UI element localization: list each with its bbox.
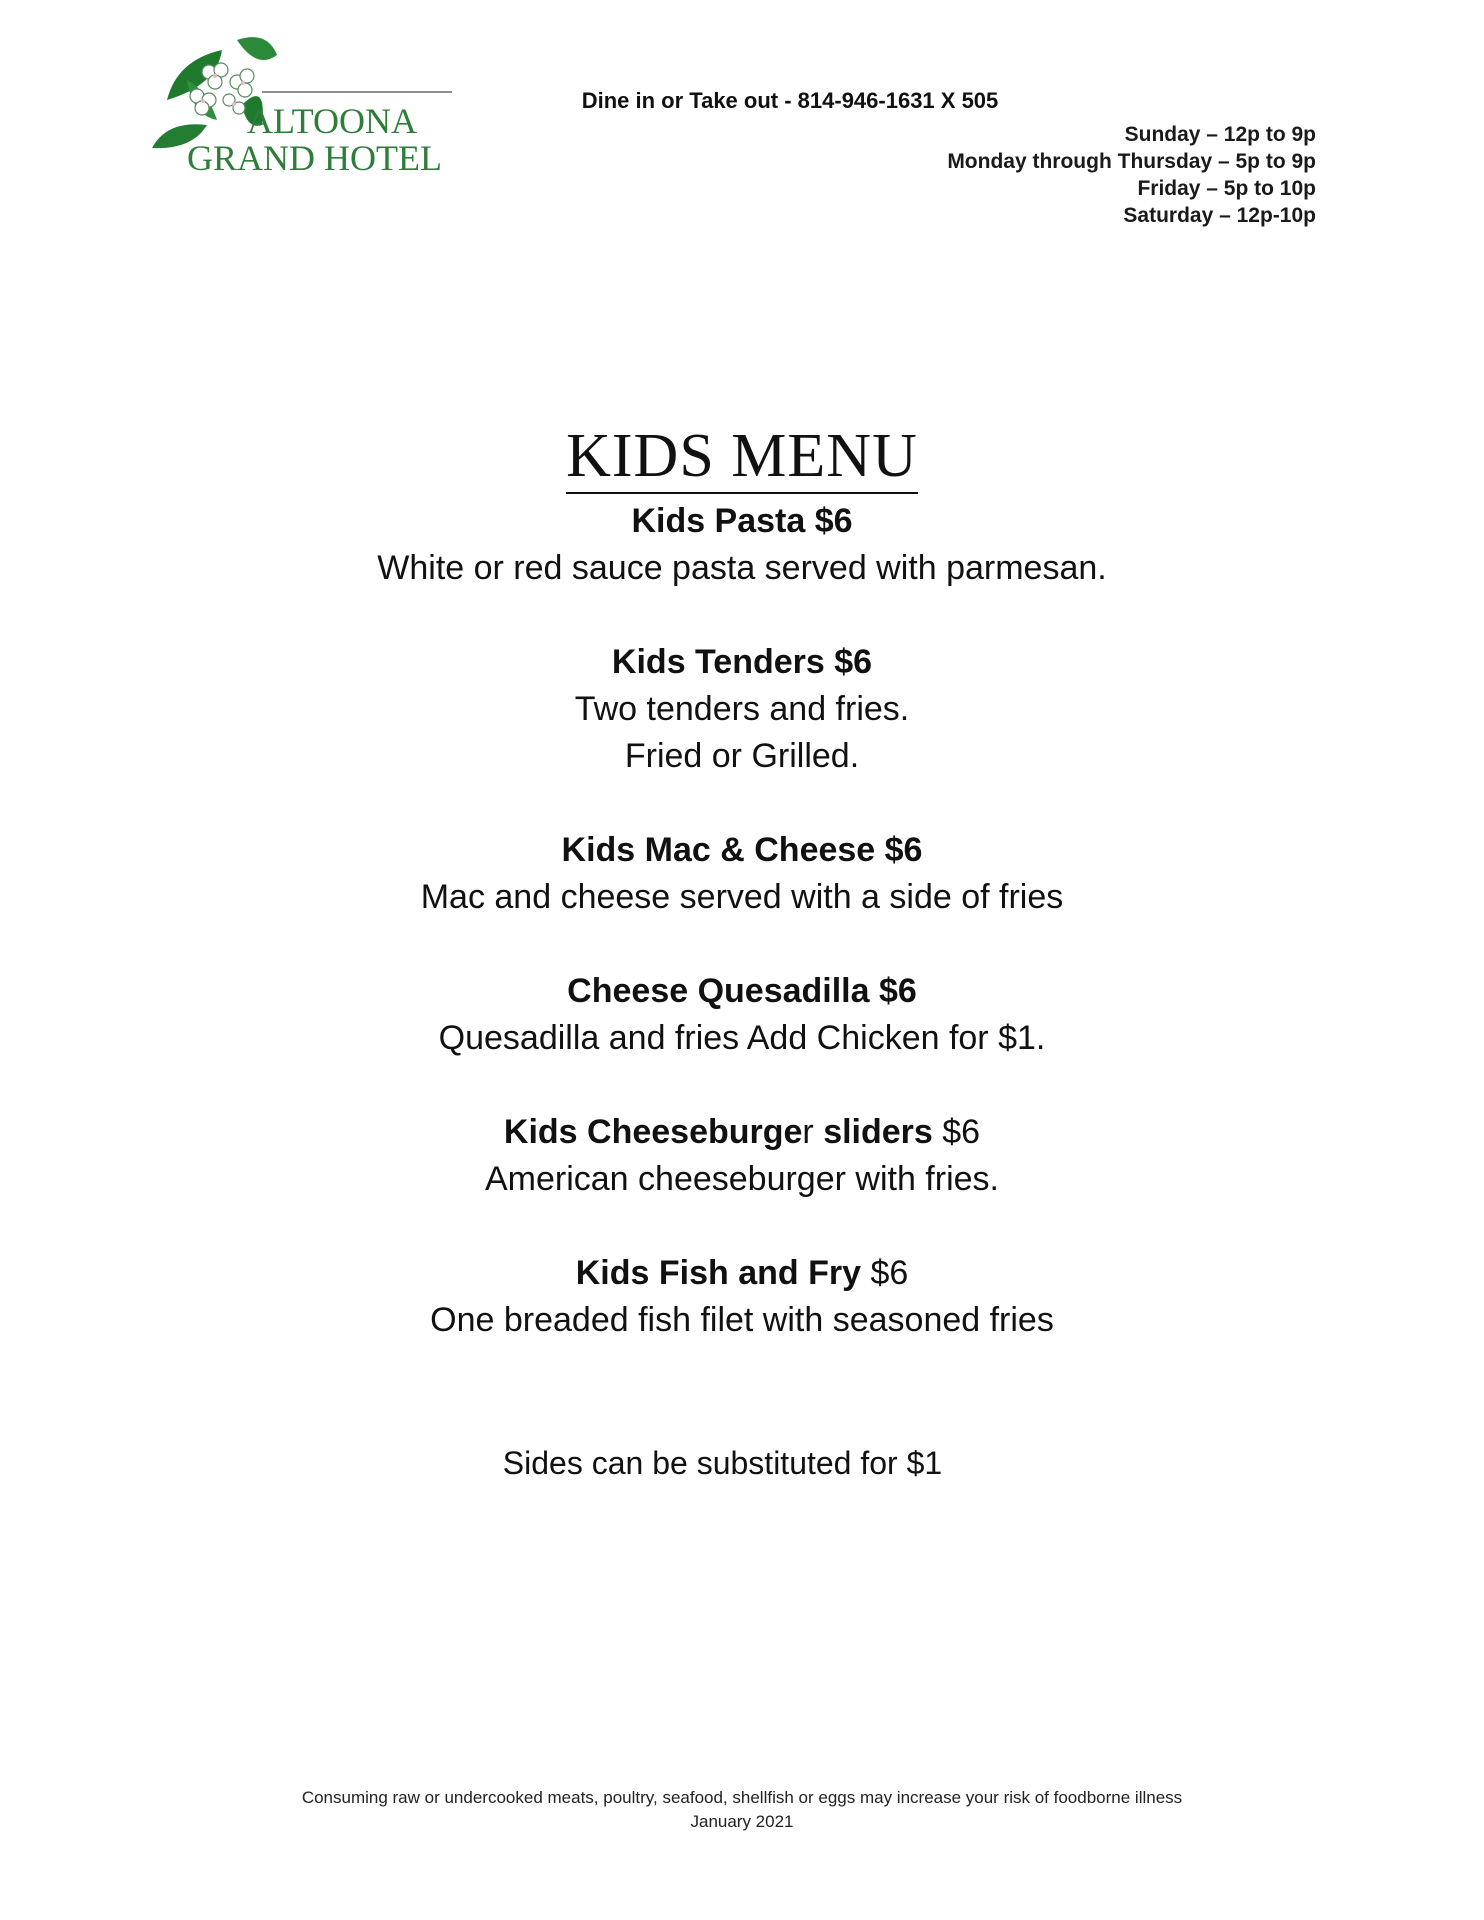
item-description: Quesadilla and fries Add Chicken for $1.: [438, 1019, 1046, 1057]
item-name: Kids Mac & Cheese $6: [561, 831, 923, 869]
item-name-part: Kids Cheeseburge: [503, 1113, 803, 1151]
item-description: American cheeseburger with fries.: [484, 1160, 999, 1198]
hours-mon-thu: Monday through Thursday – 5p to 9p: [947, 150, 1316, 173]
item-name: [0, 1109, 1484, 1156]
menu-item-kids-pasta: [0, 498, 1484, 592]
item-name: Cheese Quesadilla $6: [567, 972, 917, 1010]
menu-item-kids-mac-cheese: [0, 827, 1484, 921]
menu-item-kids-tenders: [0, 639, 1484, 780]
item-name-part: Kids Fish and Fry: [575, 1254, 861, 1292]
item-name-part: sliders: [813, 1113, 933, 1151]
item-description: Two tenders and fries.: [574, 690, 910, 728]
menu-title: [0, 422, 1484, 490]
menu-item-kids-fish-and-fry: [0, 1250, 1484, 1344]
item-description: Mac and cheese served with a side of fries: [420, 878, 1064, 916]
hotel-logo: [147, 30, 457, 180]
item-price: $6: [861, 1254, 909, 1292]
item-name: Kids Pasta $6: [631, 502, 853, 540]
logo-line-1: ALTOONA: [247, 101, 418, 141]
item-description: One breaded fish filet with seasoned fries: [430, 1301, 1054, 1339]
item-name: [0, 1250, 1484, 1297]
hours-friday: Friday – 5p to 10p: [1137, 177, 1316, 200]
menu-item-kids-cheeseburger-sliders: [0, 1109, 1484, 1203]
logo-line-2: GRAND HOTEL: [187, 138, 442, 178]
menu-date: January 2021: [690, 1812, 794, 1831]
footer: [0, 1786, 1484, 1834]
item-price: $6: [932, 1113, 981, 1151]
menu-item-cheese-quesadilla: [0, 968, 1484, 1062]
hours-saturday: Saturday – 12p-10p: [1123, 204, 1316, 227]
item-name-part: r: [802, 1113, 814, 1151]
hours-sunday: Sunday – 12p to 9p: [1124, 123, 1316, 146]
menu-title-text: KIDS MENU: [566, 422, 918, 494]
item-name: Kids Tenders $6: [611, 643, 873, 681]
foodborne-disclaimer: Consuming raw or undercooked meats, poultry, seafood, shellfish or eggs may increase your risk of foodborne illness: [301, 1788, 1183, 1807]
item-description: White or red sauce pasta served with parmesan.: [377, 549, 1107, 587]
item-description: Fried or Grilled.: [624, 737, 860, 775]
contact-line: Dine in or Take out - 814-946-1631 X 505: [581, 88, 999, 113]
opening-hours: [947, 121, 1316, 229]
sides-note: Sides can be substituted for $1: [502, 1445, 943, 1481]
menu-list: [0, 498, 1484, 1344]
